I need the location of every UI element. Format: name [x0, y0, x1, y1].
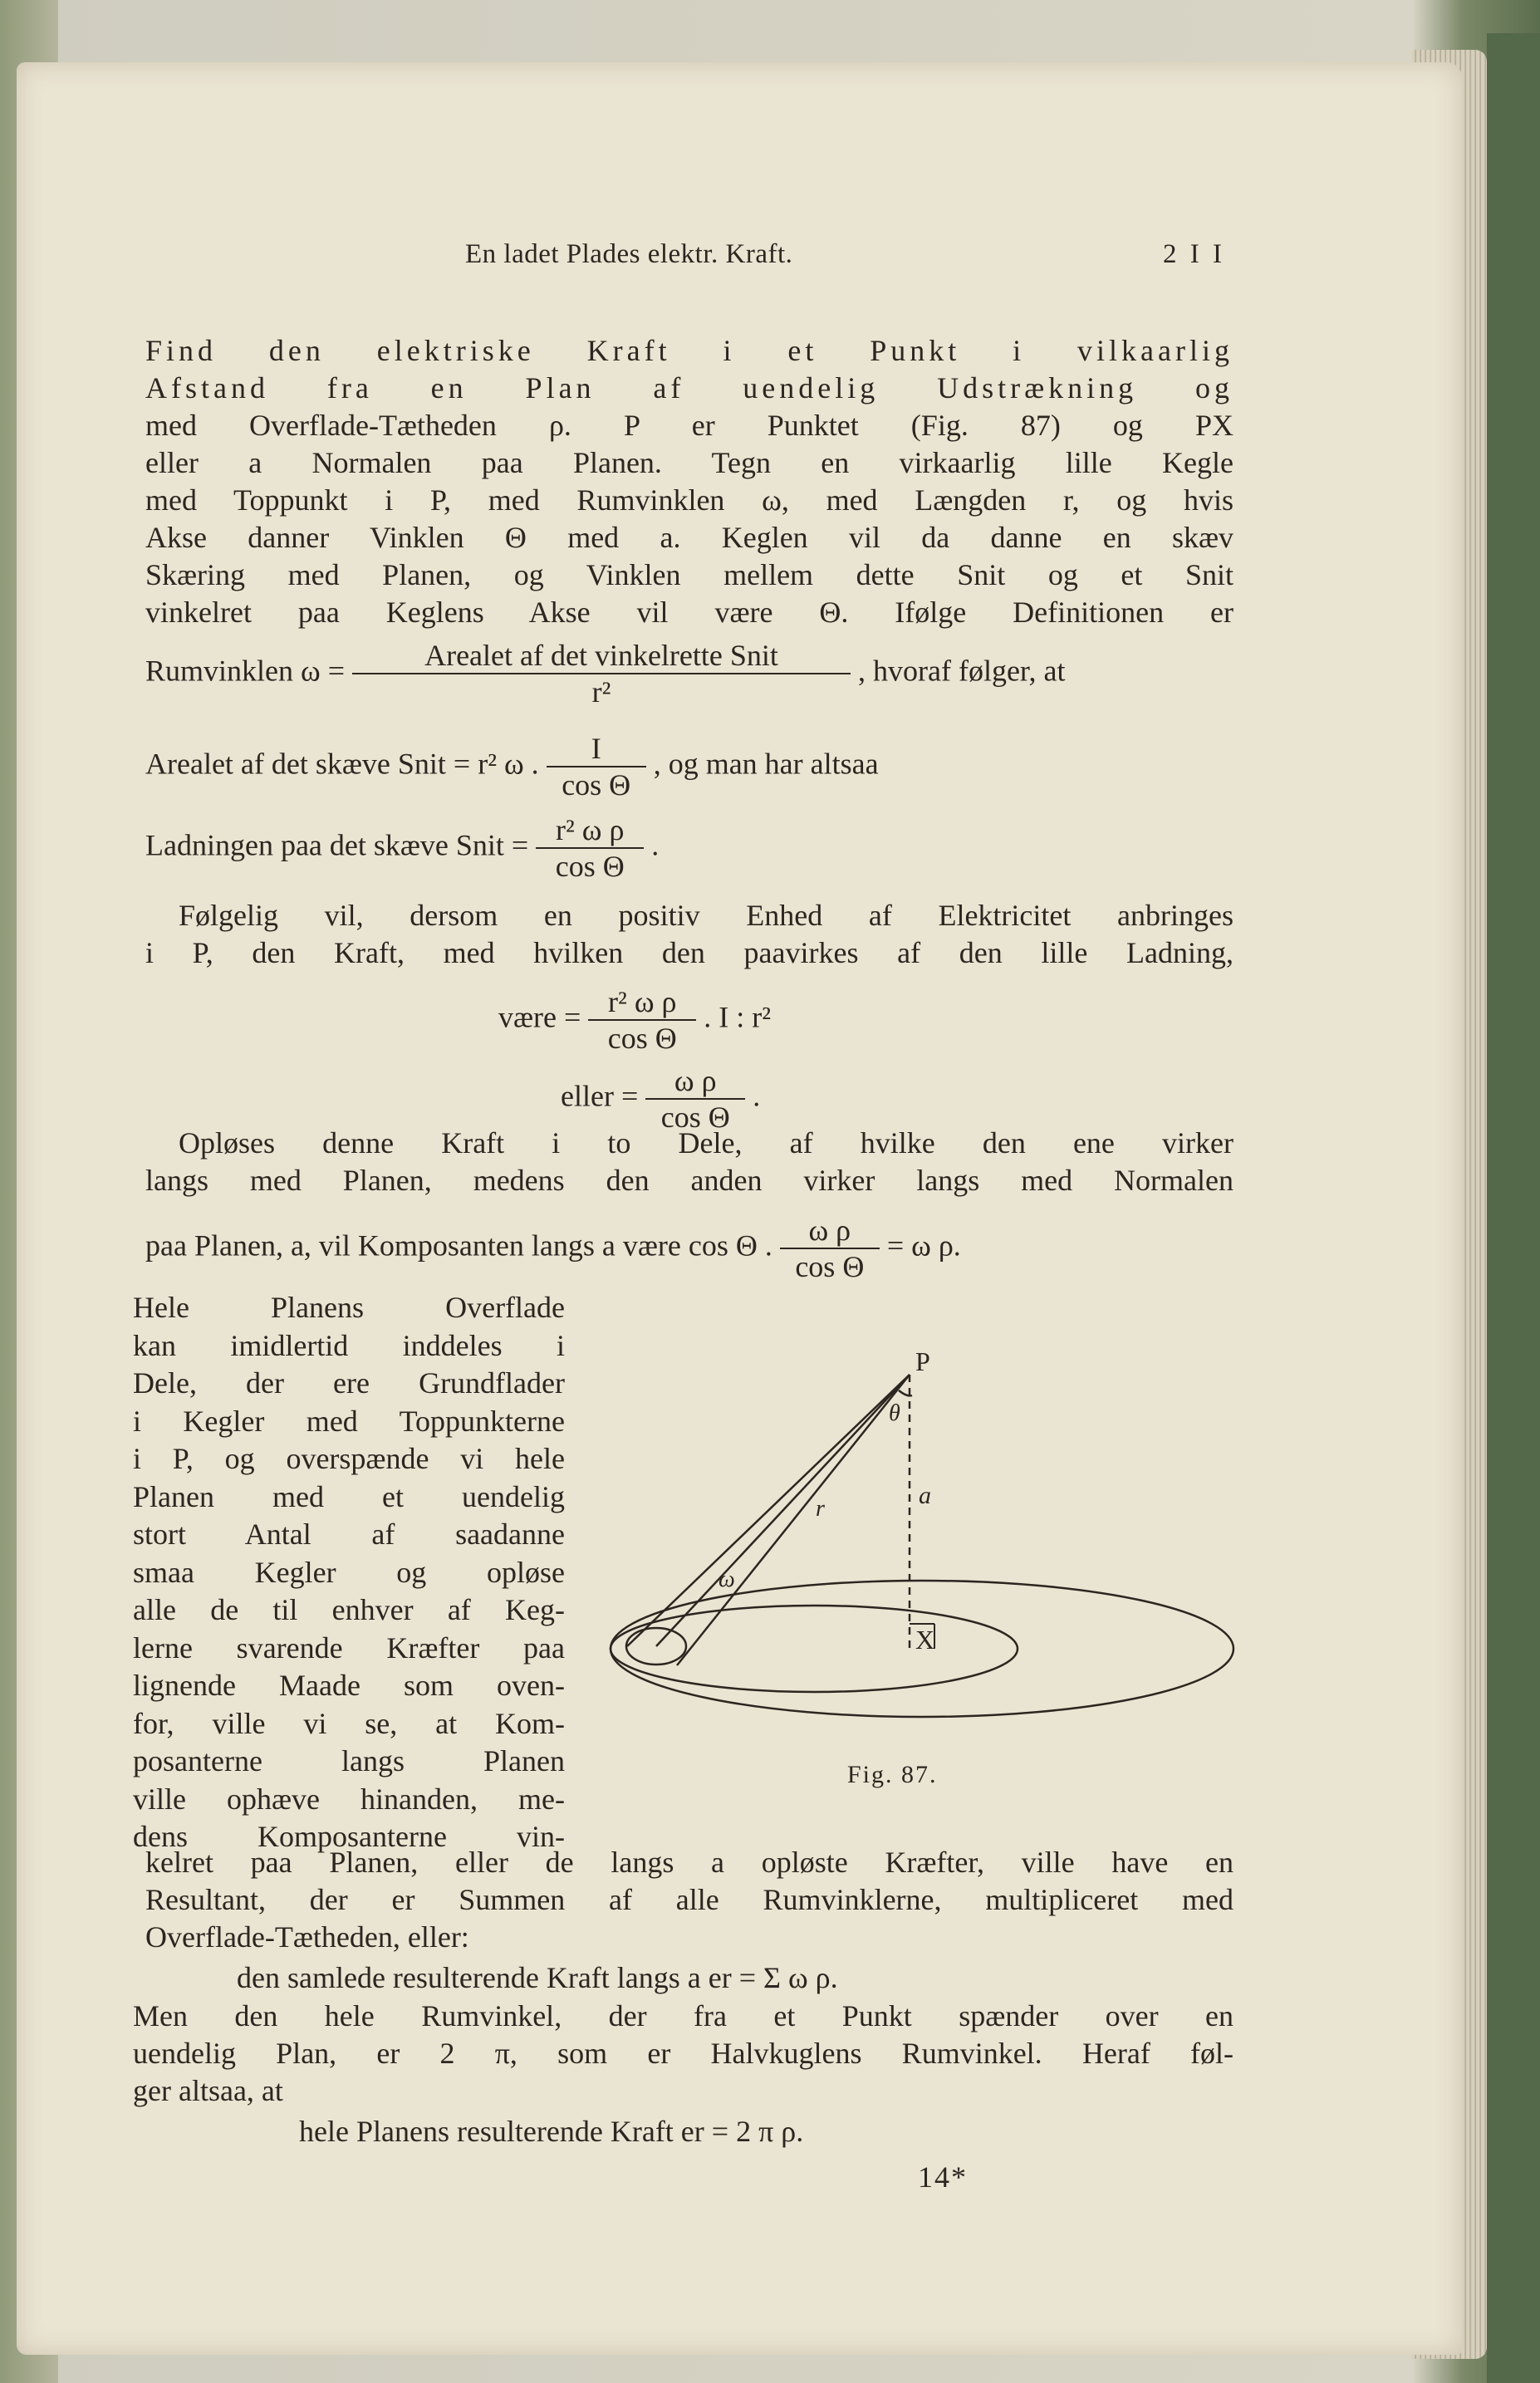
formula-lhs: paa Planen, a, vil Komposanten langs a være cos Θ . — [145, 1228, 772, 1263]
fraction — [547, 731, 646, 802]
inner-ellipse — [611, 1606, 1018, 1692]
text-line: smaa Kegler og opløse — [133, 1555, 565, 1589]
text-line: Skæring med Planen, og Vinklen mellem dette Snit og et Snit — [145, 558, 1233, 591]
denominator: cos Θ — [645, 1098, 745, 1135]
text-line: ger altsaa, at — [133, 2074, 283, 2107]
text-line: kelret paa Planen, eller de langs a opløste Kræfter, ville have en — [145, 1846, 1233, 1879]
text-line: Find den elektriske Kraft i et Punkt i vilkaarlig — [145, 334, 1233, 367]
formula-areal — [145, 731, 879, 802]
formula-tail: . — [651, 828, 660, 862]
formula-ladning — [145, 812, 659, 884]
fraction — [780, 1213, 880, 1284]
text-line: eller a Normalen paa Planen. Tegn en virkaarlig lille Kegle — [145, 446, 1233, 479]
text-line: dens Komposanterne vin- — [133, 1820, 565, 1853]
formula-rumvinkel — [145, 638, 1065, 709]
cone-edge-line — [677, 1375, 910, 1665]
label-theta: θ — [889, 1400, 900, 1426]
text-line: Planen med et uendelig — [133, 1479, 565, 1513]
text-line: Dele, der ere Grundflader — [133, 1366, 565, 1400]
text-line: ville ophæve hinanden, me- — [133, 1782, 565, 1816]
text-line: langs med Planen, medens den anden virker langs med Normalen — [145, 1164, 1233, 1197]
text-line: i Kegler med Toppunkterne — [133, 1404, 565, 1438]
running-title: En ladet Plades elektr. Kraft. — [465, 239, 793, 269]
label-X: X — [915, 1625, 935, 1655]
formula-lhs: eller = — [561, 1079, 639, 1113]
numerator: r² ω ρ — [555, 813, 625, 846]
numerator: ω ρ — [674, 1064, 717, 1097]
text-line: stort Antal af saadanne — [133, 1518, 565, 1551]
text-line: alle de til enhver af Keg- — [133, 1593, 565, 1626]
numerator: I — [591, 732, 601, 765]
text-line: vinkelret paa Keglens Akse vil være Θ. Ifølge Definitionen er — [145, 596, 1233, 629]
text-line: Hele Planens Overflade — [133, 1291, 565, 1324]
formula-sum: den samlede resulterende Kraft langs a er = Σ ω ρ. — [237, 1961, 838, 1994]
numerator: Arealet af det vinkelrette Snit — [424, 639, 778, 672]
text-line: i P, og overspænde vi hele — [133, 1442, 565, 1475]
text-line: Følgelig vil, dersom en positiv Enhed af Elektricitet anbringes — [179, 899, 1233, 932]
numerator: r² ω ρ — [608, 985, 677, 1018]
fraction — [588, 984, 696, 1056]
signature-mark: 14* — [918, 2160, 968, 2194]
text-line: Afstand fra en Plan af uendelig Udstrækning og — [145, 371, 1233, 405]
formula-tail: , og man har altsaa — [653, 747, 879, 781]
formula-lhs: være = — [498, 1000, 581, 1034]
book-cover-edge — [1487, 33, 1540, 2383]
formula-tail: . I : r² — [704, 1000, 772, 1034]
formula-tail: = ω ρ. — [886, 1228, 961, 1263]
formula-tail: , hvoraf følger, at — [858, 654, 1066, 688]
text-line: Men den hele Rumvinkel, der fra et Punkt spænder over en — [133, 1999, 1233, 2032]
text-line: lerne svarende Kræfter paa — [133, 1630, 565, 1665]
denominator: cos Θ — [536, 847, 644, 884]
fraction — [536, 812, 644, 884]
label-omega: ω — [719, 1567, 735, 1592]
label-r: r — [816, 1496, 825, 1522]
formula-vaere — [498, 984, 771, 1056]
text-line: Akse danner Vinklen Θ med a. Keglen vil da danne en skæv — [145, 521, 1233, 554]
text-line: uendelig Plan, er 2 π, som er Halvkuglens Rumvinkel. Heraf føl- — [133, 2037, 1233, 2070]
figure-87-cone-diagram — [606, 1337, 1238, 1753]
cone-edge-line — [627, 1375, 910, 1646]
formula-komposant — [145, 1213, 961, 1284]
text-line: Overflade-Tætheden, eller: — [145, 1920, 469, 1954]
fraction — [352, 638, 851, 709]
text-line: med Toppunkt i P, med Rumvinklen ω, med Længden r, og hvis — [145, 483, 1233, 517]
denominator: cos Θ — [547, 766, 646, 802]
formula-lhs: Rumvinklen ω = — [145, 654, 345, 688]
denominator: cos Θ — [780, 1248, 880, 1284]
text-line: posanterne langs Planen — [133, 1744, 565, 1777]
numerator: ω ρ — [808, 1214, 851, 1247]
text-line: Opløses denne Kraft i to Dele, af hvilke den ene virker — [179, 1126, 1233, 1160]
denominator: cos Θ — [588, 1019, 696, 1056]
formula-lhs: Ladningen paa det skæve Snit = — [145, 828, 529, 862]
page-number: 2 I I — [1163, 239, 1225, 269]
formula-result: hele Planens resulterende Kraft er = 2 π ρ. — [299, 2115, 804, 2148]
text-line: i P, den Kraft, med hvilken den paavirkes af den lille Ladning, — [145, 936, 1233, 969]
text-line: for, ville vi se, at Kom- — [133, 1706, 565, 1740]
text-line: med Overflade-Tætheden ρ. P er Punktet (Fig. 87) og PX — [145, 409, 1233, 442]
figure-caption: Fig. 87. — [847, 1761, 938, 1788]
text-line: Resultant, der er Summen af alle Rumvinklerne, multipliceret med — [145, 1883, 1233, 1916]
formula-tail: . — [753, 1079, 761, 1113]
denominator: r² — [352, 673, 851, 709]
text-line: lignende Maade som oven- — [133, 1669, 565, 1702]
label-a: a — [919, 1482, 931, 1509]
text-line: kan imidlertid inddeles i — [133, 1328, 565, 1362]
label-P: P — [915, 1346, 930, 1376]
formula-lhs: Arealet af det skæve Snit = r² ω . — [145, 747, 539, 781]
